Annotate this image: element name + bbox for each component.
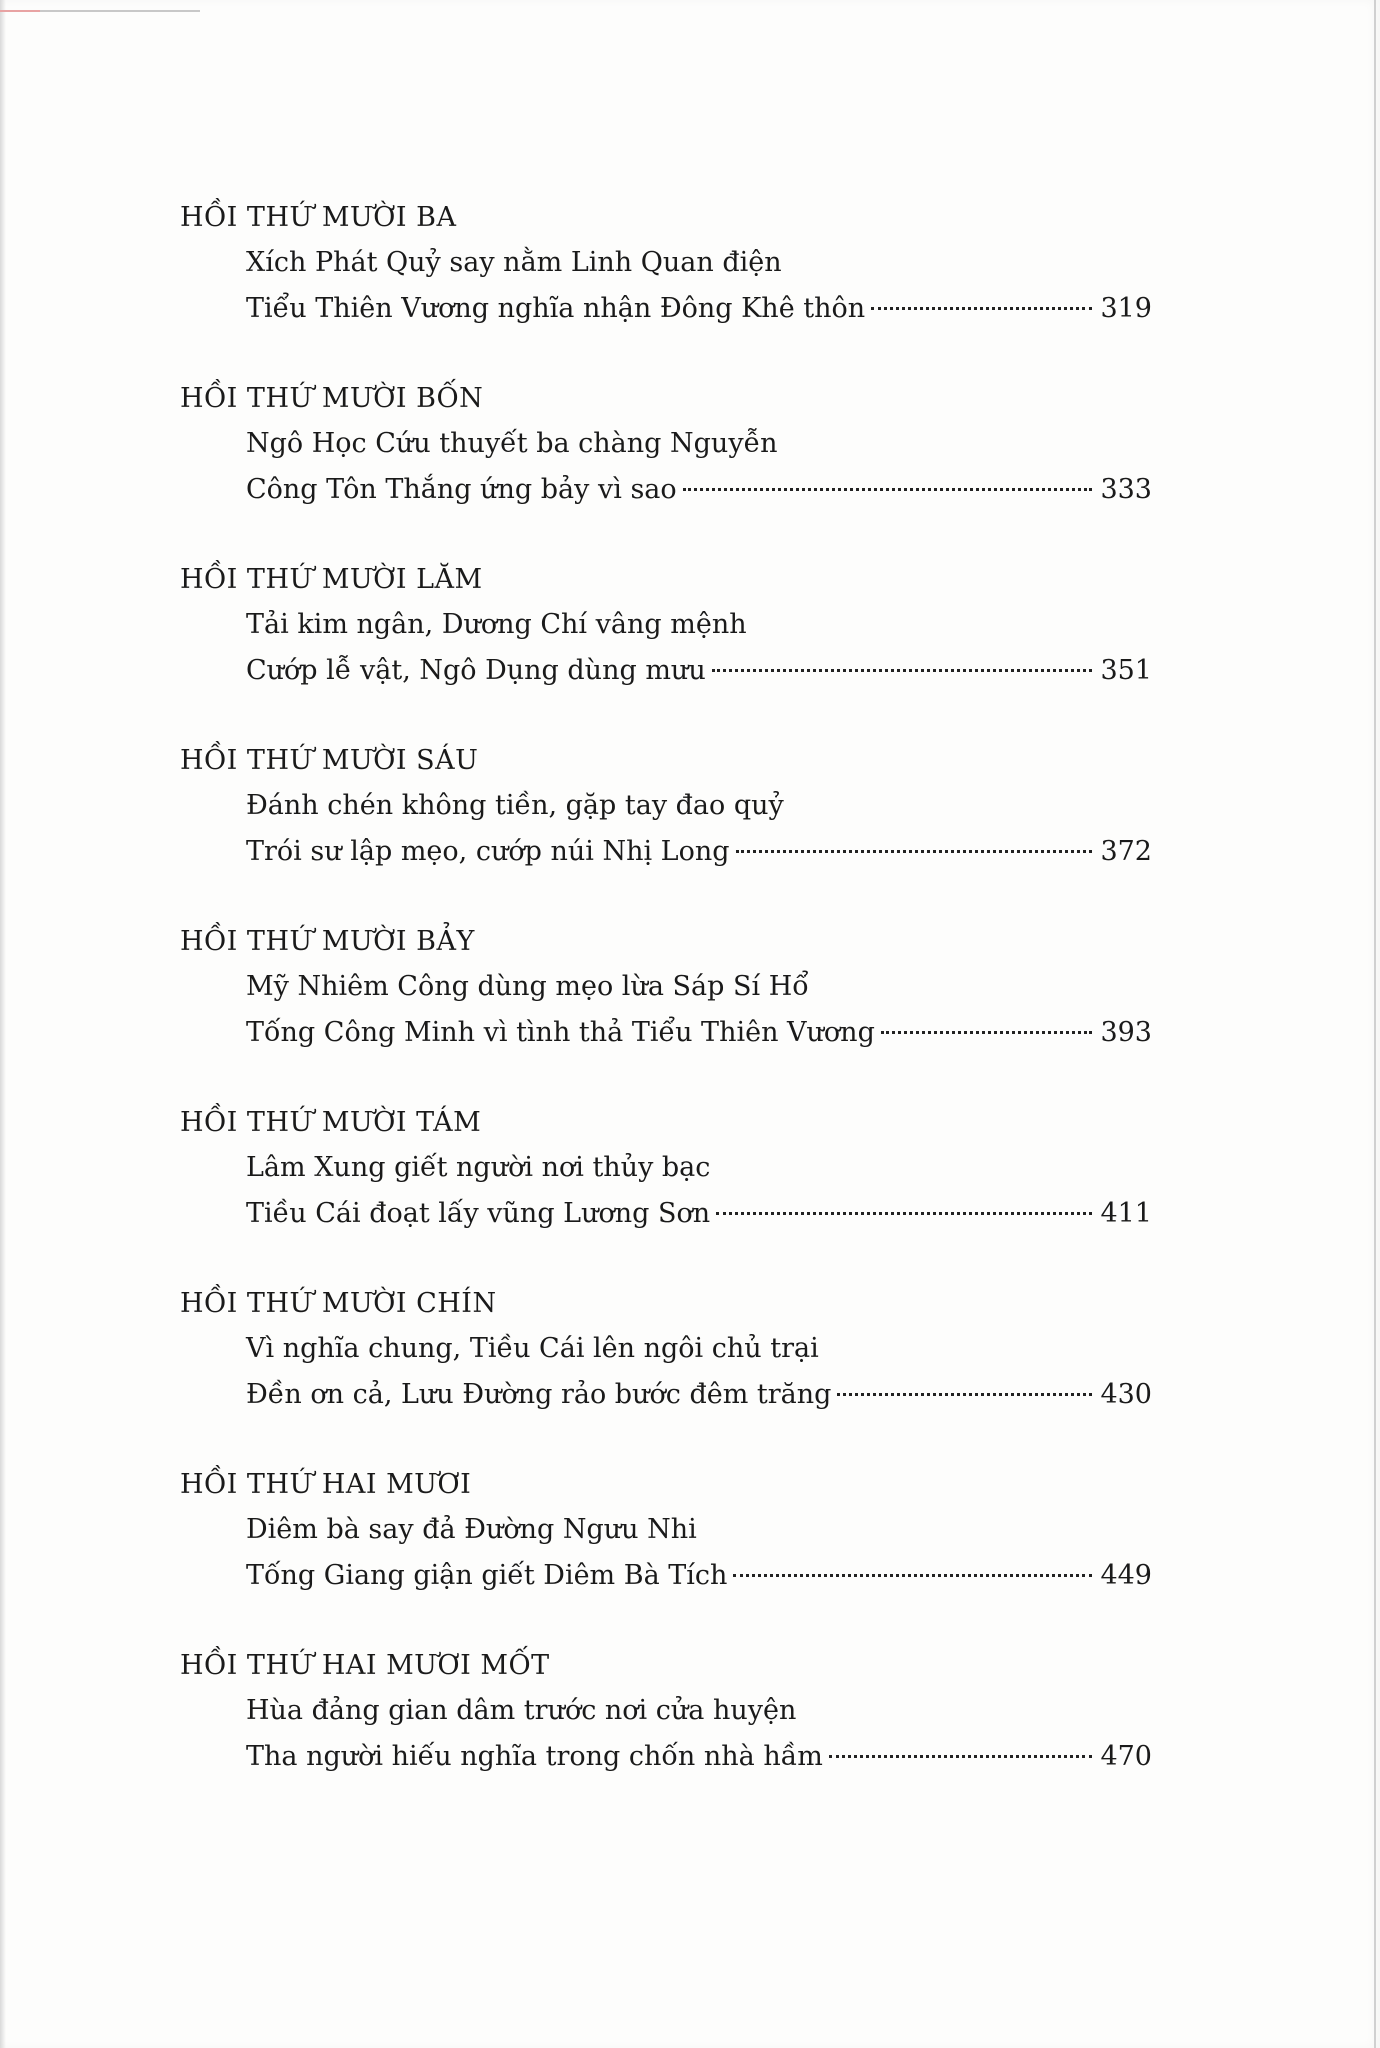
chapter-subtitle-line-2 [180, 1553, 1152, 1599]
page-number: 333 [1100, 474, 1152, 505]
dot-leader [736, 850, 1092, 853]
toc-chapter-16 [180, 739, 1152, 875]
chapter-heading: HỒI THỨ MƯỜI CHÍN [180, 1288, 497, 1319]
chapter-subtitle-line-1: Tải kim ngân, Dương Chí vâng mệnh [246, 609, 747, 640]
dot-leader [829, 1755, 1092, 1758]
chapter-subtitle-line-1: Đánh chén không tiền, gặp tay đao quỷ [246, 790, 784, 821]
chapter-subtitle-line-1: Diêm bà say đả Đường Ngưu Nhi [246, 1514, 697, 1545]
dot-leader [881, 1031, 1092, 1034]
dot-leader [683, 488, 1092, 491]
chapter-subtitle-text: Trói sư lập mẹo, cướp núi Nhị Long [246, 836, 730, 867]
chapter-subtitle-line-2 [180, 467, 1152, 513]
page-number: 393 [1100, 1017, 1152, 1048]
chapter-subtitle-text: Tha người hiếu nghĩa trong chốn nhà hầm [246, 1741, 823, 1772]
chapter-subtitle-text: Tống Giang giận giết Diêm Bà Tích [246, 1560, 728, 1591]
chapter-subtitle-text: Đền ơn cả, Lưu Đường rảo bước đêm trăng [246, 1379, 832, 1410]
chapter-subtitle-text: Cướp lễ vật, Ngô Dụng dùng mưu [246, 655, 706, 686]
toc-chapter-13 [180, 196, 1152, 332]
dot-leader [712, 669, 1092, 672]
dot-leader [871, 307, 1092, 310]
dot-leader [733, 1574, 1092, 1577]
toc-chapter-15 [180, 558, 1152, 694]
chapter-subtitle-line-2 [180, 648, 1152, 694]
page-number: 411 [1100, 1198, 1152, 1229]
table-of-contents [180, 196, 1152, 1825]
page-number: 470 [1100, 1741, 1152, 1772]
chapter-subtitle-line-1: Xích Phát Quỷ say nằm Linh Quan điện [246, 247, 782, 278]
page-number: 319 [1100, 293, 1152, 324]
page-number: 449 [1100, 1560, 1152, 1591]
page-number: 430 [1100, 1379, 1152, 1410]
toc-chapter-17 [180, 920, 1152, 1056]
chapter-heading: HỒI THỨ MƯỜI LĂM [180, 564, 483, 595]
chapter-heading: HỒI THỨ MƯỜI BỐN [180, 383, 484, 414]
page-left-edge [0, 0, 6, 2048]
chapter-subtitle-line-1: Hùa đảng gian dâm trước nơi cửa huyện [246, 1695, 797, 1726]
chapter-subtitle-line-2 [180, 1191, 1152, 1237]
chapter-heading: HỒI THỨ MƯỜI TÁM [180, 1107, 482, 1138]
toc-chapter-20 [180, 1463, 1152, 1599]
chapter-subtitle-line-2 [180, 286, 1152, 332]
page-number: 351 [1100, 655, 1152, 686]
chapter-subtitle-line-1: Vì nghĩa chung, Tiều Cái lên ngôi chủ trại [246, 1333, 819, 1364]
chapter-subtitle-line-2 [180, 1372, 1152, 1418]
chapter-heading: HỒI THỨ MƯỜI BẢY [180, 926, 475, 957]
chapter-heading: HỒI THỨ HAI MƯƠI [180, 1469, 472, 1500]
toc-chapter-18 [180, 1101, 1152, 1237]
chapter-heading: HỒI THỨ MƯỜI BA [180, 202, 457, 233]
dot-leader [716, 1212, 1092, 1215]
chapter-heading: HỒI THỨ HAI MƯƠI MỐT [180, 1650, 550, 1681]
chapter-subtitle-text: Công Tôn Thắng ứng bảy vì sao [246, 474, 677, 505]
chapter-heading: HỒI THỨ MƯỜI SÁU [180, 745, 479, 776]
chapter-subtitle-line-2 [180, 1734, 1152, 1780]
toc-chapter-19 [180, 1282, 1152, 1418]
page-number: 372 [1100, 836, 1152, 867]
chapter-subtitle-line-2 [180, 1010, 1152, 1056]
top-edge-mark [0, 10, 200, 12]
chapter-subtitle-line-2 [180, 829, 1152, 875]
toc-chapter-21 [180, 1644, 1152, 1780]
dot-leader [837, 1393, 1092, 1396]
chapter-subtitle-text: Tiều Cái đoạt lấy vũng Lương Sơn [246, 1198, 711, 1229]
chapter-subtitle-line-1: Mỹ Nhiêm Công dùng mẹo lừa Sáp Sí Hổ [246, 971, 809, 1002]
page-right-edge [1374, 0, 1376, 2048]
chapter-subtitle-line-1: Lâm Xung giết người nơi thủy bạc [246, 1152, 711, 1183]
chapter-subtitle-text: Tống Công Minh vì tình thả Tiểu Thiên Vương [246, 1017, 875, 1048]
toc-chapter-14 [180, 377, 1152, 513]
chapter-subtitle-line-1: Ngô Học Cứu thuyết ba chàng Nguyễn [246, 428, 778, 459]
chapter-subtitle-text: Tiểu Thiên Vương nghĩa nhận Đông Khê thôn [246, 293, 866, 324]
